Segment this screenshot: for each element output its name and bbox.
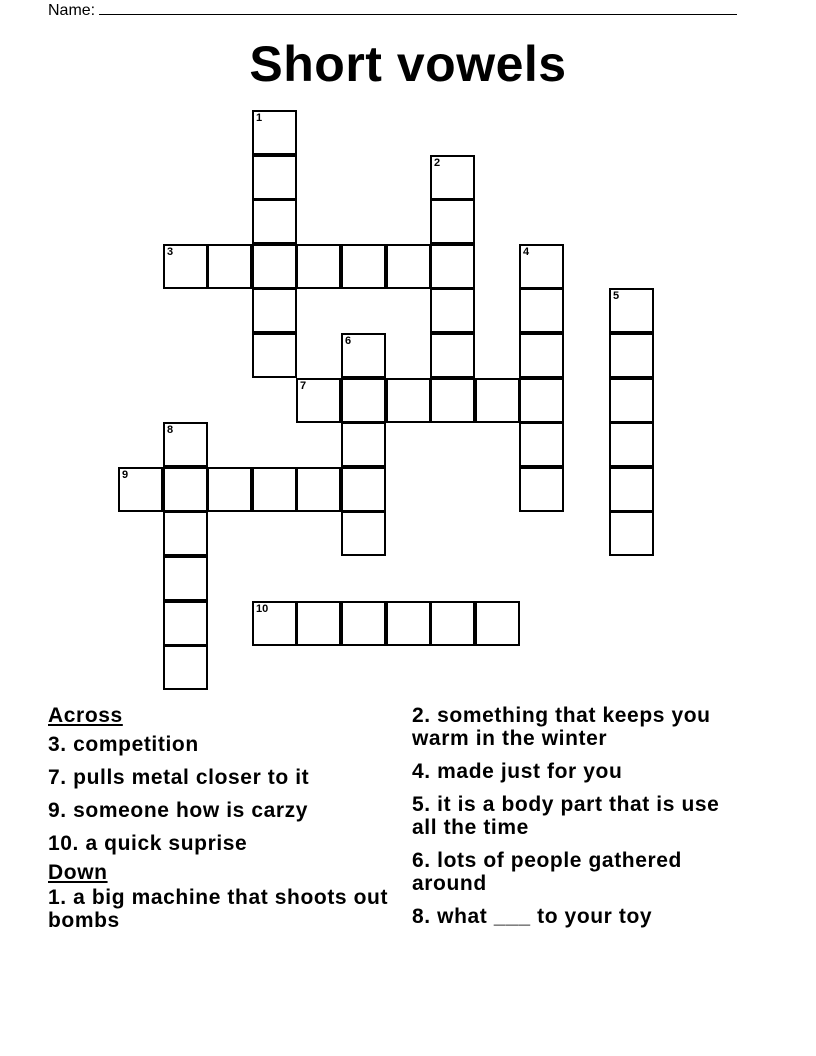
grid-cell[interactable] [430,288,475,333]
grid-cell[interactable] [609,378,654,423]
clue-text: a big machine that shoots out bombs [48,886,389,932]
grid-cell[interactable] [430,378,475,423]
grid-cell[interactable] [163,511,208,556]
grid-cell[interactable] [609,422,654,467]
cell-number: 5 [613,290,620,302]
clue-number: 9. [48,799,67,822]
grid-cell[interactable] [163,422,208,467]
cell-number: 9 [122,469,129,481]
clue-text: made just for you [437,760,623,783]
clue-number: 8. [412,905,431,928]
clue-number: 2. [412,704,431,727]
grid-cell[interactable] [163,244,208,289]
grid-cell[interactable] [252,199,297,244]
name-label: Name: [48,2,96,19]
clue-text: lots of people gathered around [412,849,682,895]
grid-cell[interactable] [163,645,208,690]
grid-cell[interactable] [252,110,297,155]
grid-cell[interactable] [296,378,341,423]
grid-cell[interactable] [519,378,564,423]
clue-text: what ___ to your toy [437,905,653,928]
clue-text: something that keeps you warm in the winter [412,704,711,750]
clue-number: 3. [48,733,67,756]
clue-down-5 [412,793,742,839]
clue-number: 6. [412,849,431,872]
grid-cell[interactable] [430,601,475,646]
grid-cell[interactable] [519,467,564,512]
grid-cell[interactable] [341,601,386,646]
cell-number: 1 [256,112,263,124]
clue-text: a quick suprise [85,832,248,855]
grid-cell[interactable] [341,378,386,423]
cell-number: 6 [345,335,352,347]
grid-cell[interactable] [475,378,520,423]
grid-cell[interactable] [609,467,654,512]
grid-cell[interactable] [252,288,297,333]
clue-across-9 [48,799,398,822]
cell-number: 7 [300,380,307,392]
grid-cell[interactable] [296,467,341,512]
grid-cell[interactable] [609,511,654,556]
grid-cell[interactable] [252,467,297,512]
clue-number: 5. [412,793,431,816]
cell-number: 10 [256,603,269,615]
grid-cell[interactable] [341,244,386,289]
grid-cell[interactable] [386,244,431,289]
clue-across-10 [48,832,398,855]
clue-text: competition [73,733,199,756]
grid-cell[interactable] [207,244,252,289]
grid-cell[interactable] [519,244,564,289]
grid-cell[interactable] [252,333,297,378]
clue-number: 7. [48,766,67,789]
clue-text: pulls metal closer to it [73,766,310,789]
clue-down-8 [412,905,742,928]
grid-cell[interactable] [386,601,431,646]
grid-cell[interactable] [430,199,475,244]
clue-down-1 [48,886,398,932]
cell-number: 2 [434,157,441,169]
cell-number: 3 [167,246,174,258]
clues-left-column [48,704,398,942]
clue-down-2 [412,704,742,750]
clue-text: someone how is carzy [73,799,309,822]
grid-cell[interactable] [430,333,475,378]
cell-number: 4 [523,246,530,258]
across-heading: Across [48,704,123,727]
grid-cell[interactable] [519,288,564,333]
clue-number: 10. [48,832,79,855]
down-heading: Down [48,861,108,884]
grid-cell[interactable] [386,378,431,423]
grid-cell[interactable] [609,333,654,378]
clue-across-7 [48,766,398,789]
grid-cell[interactable] [475,601,520,646]
grid-cell[interactable] [296,601,341,646]
grid-cell[interactable] [519,422,564,467]
grid-cell[interactable] [252,244,297,289]
grid-cell[interactable] [609,288,654,333]
clue-across-3 [48,733,398,756]
grid-cell[interactable] [163,601,208,646]
grid-cell[interactable] [296,244,341,289]
grid-cell[interactable] [341,467,386,512]
clue-number: 4. [412,760,431,783]
clue-down-6 [412,849,742,895]
grid-cell[interactable] [252,601,297,646]
grid-cell[interactable] [430,244,475,289]
grid-cell[interactable] [207,467,252,512]
clue-text: it is a body part that is use all the time [412,793,720,839]
grid-cell[interactable] [519,333,564,378]
grid-cell[interactable] [430,155,475,200]
grid-cell[interactable] [341,333,386,378]
page-title: Short vowels [249,36,567,92]
grid-cell[interactable] [118,467,163,512]
grid-cell[interactable] [252,155,297,200]
clue-down-4 [412,760,742,783]
clues-right-column [412,704,742,938]
grid-cell[interactable] [341,511,386,556]
grid-cell[interactable] [341,422,386,467]
cell-number: 8 [167,424,174,436]
grid-cell[interactable] [163,467,208,512]
grid-cell[interactable] [163,556,208,601]
clue-number: 1. [48,886,67,909]
